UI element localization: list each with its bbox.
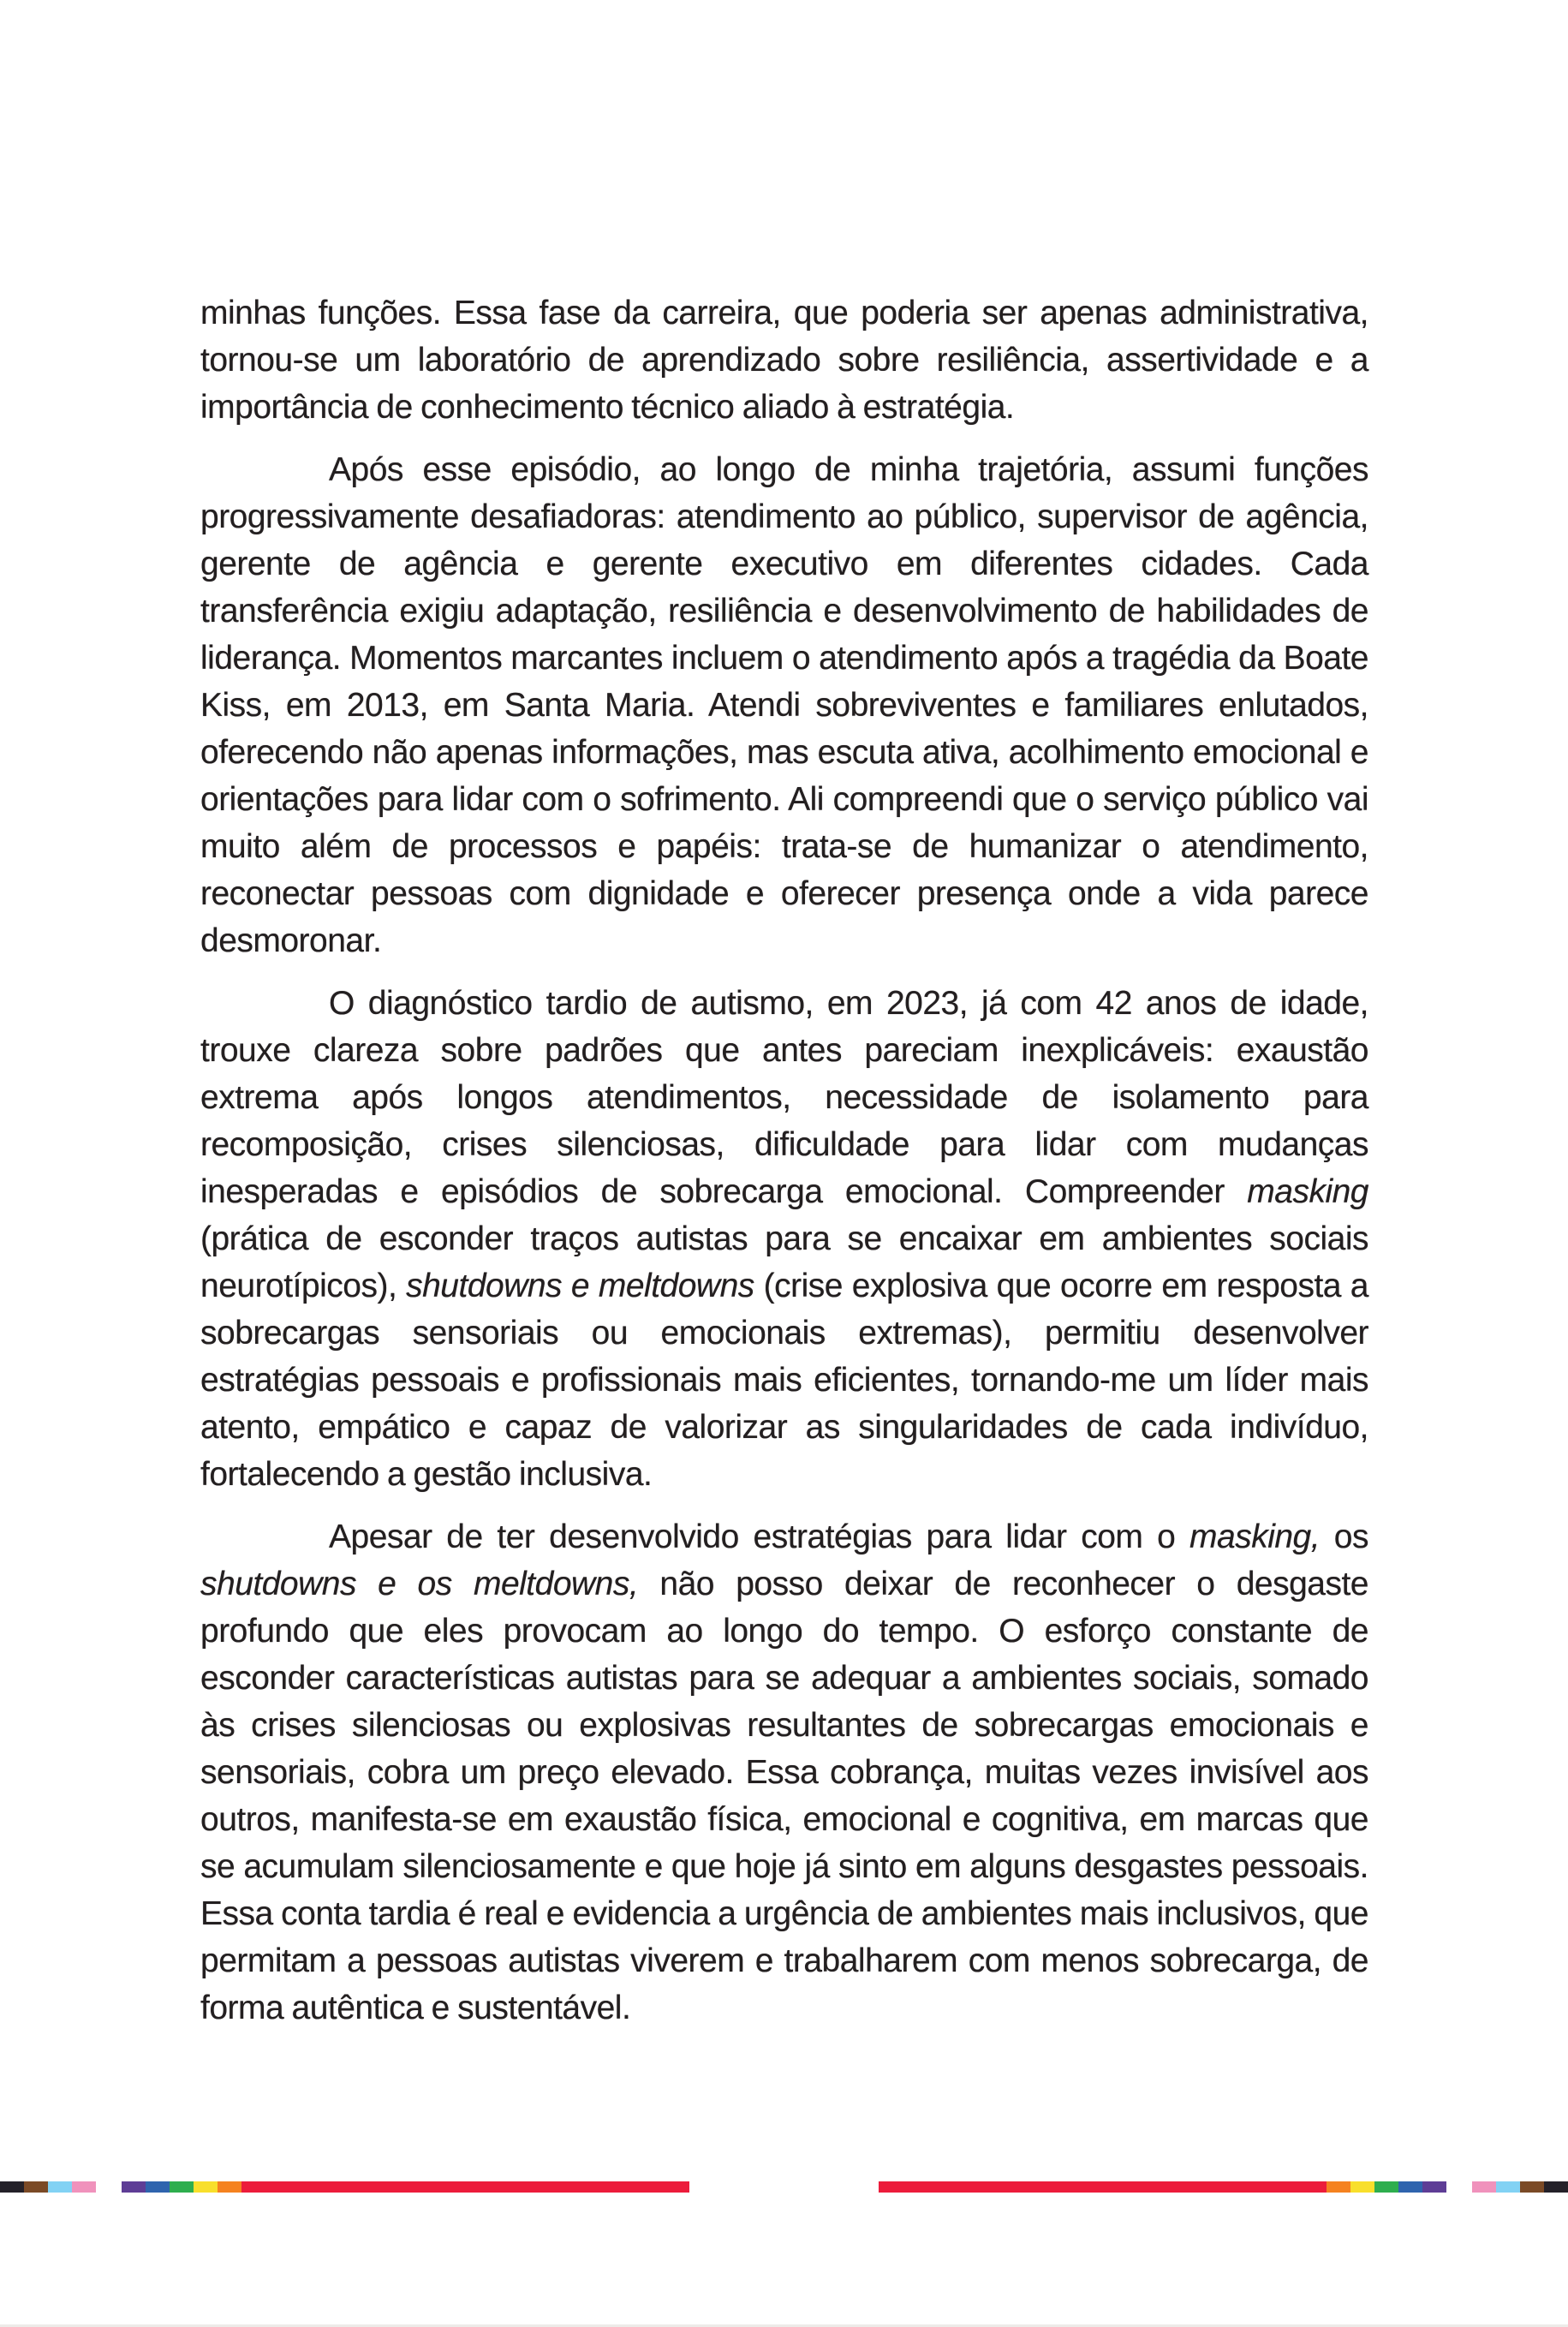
footer-rule-left: [241, 2181, 689, 2193]
black-stripe: [0, 2181, 24, 2193]
strip-gap: [96, 2181, 122, 2193]
pink-stripe: [1472, 2181, 1496, 2193]
footer-rule-right: [879, 2181, 1327, 2193]
yellow-stripe: [1350, 2181, 1374, 2193]
yellow-stripe: [194, 2181, 218, 2193]
light-blue-stripe: [1496, 2181, 1520, 2193]
black-stripe: [1544, 2181, 1568, 2193]
paragraph: [200, 980, 1368, 1498]
strip-gap: [1446, 2181, 1472, 2193]
blue-stripe: [1398, 2181, 1422, 2193]
italic-run: masking,: [1189, 1519, 1321, 1555]
text-run: não posso deixar de reconhecer o desgaste profundo que eles provocam ao longo do tempo. O esforço constante de esconder características autistas para se adequar a ambientes sociais, somado às crises silenciosas ou explosivas resultantes de sobrecargas emocionais e sensoriais, cobra um preço elevado. Essa cobrança, muitas vezes invisível aos outros, manifesta-se em exaustão física, emocional e cognitiva, em marcas que se acumulam silenciosamente e que hoje já sinto em alguns desgastes pessoais. Essa conta tardia é real e evidencia a urgência de ambientes mais inclusivos, que permitam a pessoas autistas viverem e trabalharem com menos sobrecarga, de forma autêntica e sustentável.: [200, 1566, 1368, 2026]
green-stripe: [1374, 2181, 1398, 2193]
text-run: os: [1320, 1519, 1368, 1555]
paragraph: [200, 289, 1368, 431]
paragraph: [200, 446, 1368, 964]
brown-stripe: [24, 2181, 48, 2193]
italic-run: shutdowns e meltdowns: [406, 1268, 754, 1304]
text-run: (crise explosiva que ocorre em resposta a sobrecargas sensoriais ou emocionais extremas), permitiu desenvolver estratégias pessoais e profissionais mais eficientes, tornando-me um líder mais atento, empático e capaz de valorizar as singularidades de cada indivíduo, fortalecendo a gestão inclusiva.: [200, 1268, 1368, 1493]
text-run: (prática de esconder traços autistas para se encaixar em ambientes sociais neurotípicos),: [200, 1220, 1368, 1304]
blue-stripe: [146, 2181, 170, 2193]
italic-run: masking: [1247, 1173, 1368, 1210]
italic-run: shutdowns e os meltdowns,: [200, 1566, 639, 1602]
footer: [0, 2181, 1568, 2193]
pink-stripe: [72, 2181, 96, 2193]
green-stripe: [170, 2181, 194, 2193]
pride-strip: [0, 2181, 1568, 2193]
orange-stripe: [1327, 2181, 1350, 2193]
text-run: minhas funções. Essa fase da carreira, que poderia ser apenas administrativa, tornou-se um laboratório de aprendizado sobre resiliência, assertividade e a importância de conhecimento técnico aliado à estratégia.: [200, 295, 1368, 426]
purple-stripe: [122, 2181, 146, 2193]
text-run: Após esse episódio, ao longo de minha trajetória, assumi funções progressivamente desafiadoras: atendimento ao público, supervisor de agência, gerente de agência e gerente executivo em diferentes cidades. Cada transferência exigiu adaptação, resiliência e desenvolvimento de habilidades de liderança. Momentos marcantes incluem o atendimento após a tragédia da Boate Kiss, em 2013, em Santa Maria. Atendi sobreviventes e familiares enlutados, oferecendo não apenas informações, mas escuta ativa, acolhimento emocional e orientações para lidar com o sofrimento. Ali compreendi que o serviço público vai muito além de processos e papéis: trata-se de humanizar o atendimento, reconectar pessoas com dignidade e oferecer presença onde a vida parece desmoronar.: [200, 451, 1368, 959]
body-text: [200, 289, 1368, 2032]
orange-stripe: [218, 2181, 241, 2193]
page-number-gap: [689, 2181, 879, 2193]
text-run: O diagnóstico tardio de autismo, em 2023, já com 42 anos de idade, trouxe clareza sobre padrões que antes pareciam inexplicáveis: exaustão extrema após longos atendimentos, necessidade de isolamento para recomposição, crises silenciosas, dificuldade para lidar com mudanças inesperadas e episódios de sobrecarga emocional. Compreender: [200, 985, 1368, 1210]
light-blue-stripe: [48, 2181, 72, 2193]
brown-stripe: [1520, 2181, 1544, 2193]
text-run: Apesar de ter desenvolvido estratégias para lidar com o: [329, 1519, 1190, 1555]
purple-stripe: [1422, 2181, 1446, 2193]
paragraph: [200, 1513, 1368, 2032]
